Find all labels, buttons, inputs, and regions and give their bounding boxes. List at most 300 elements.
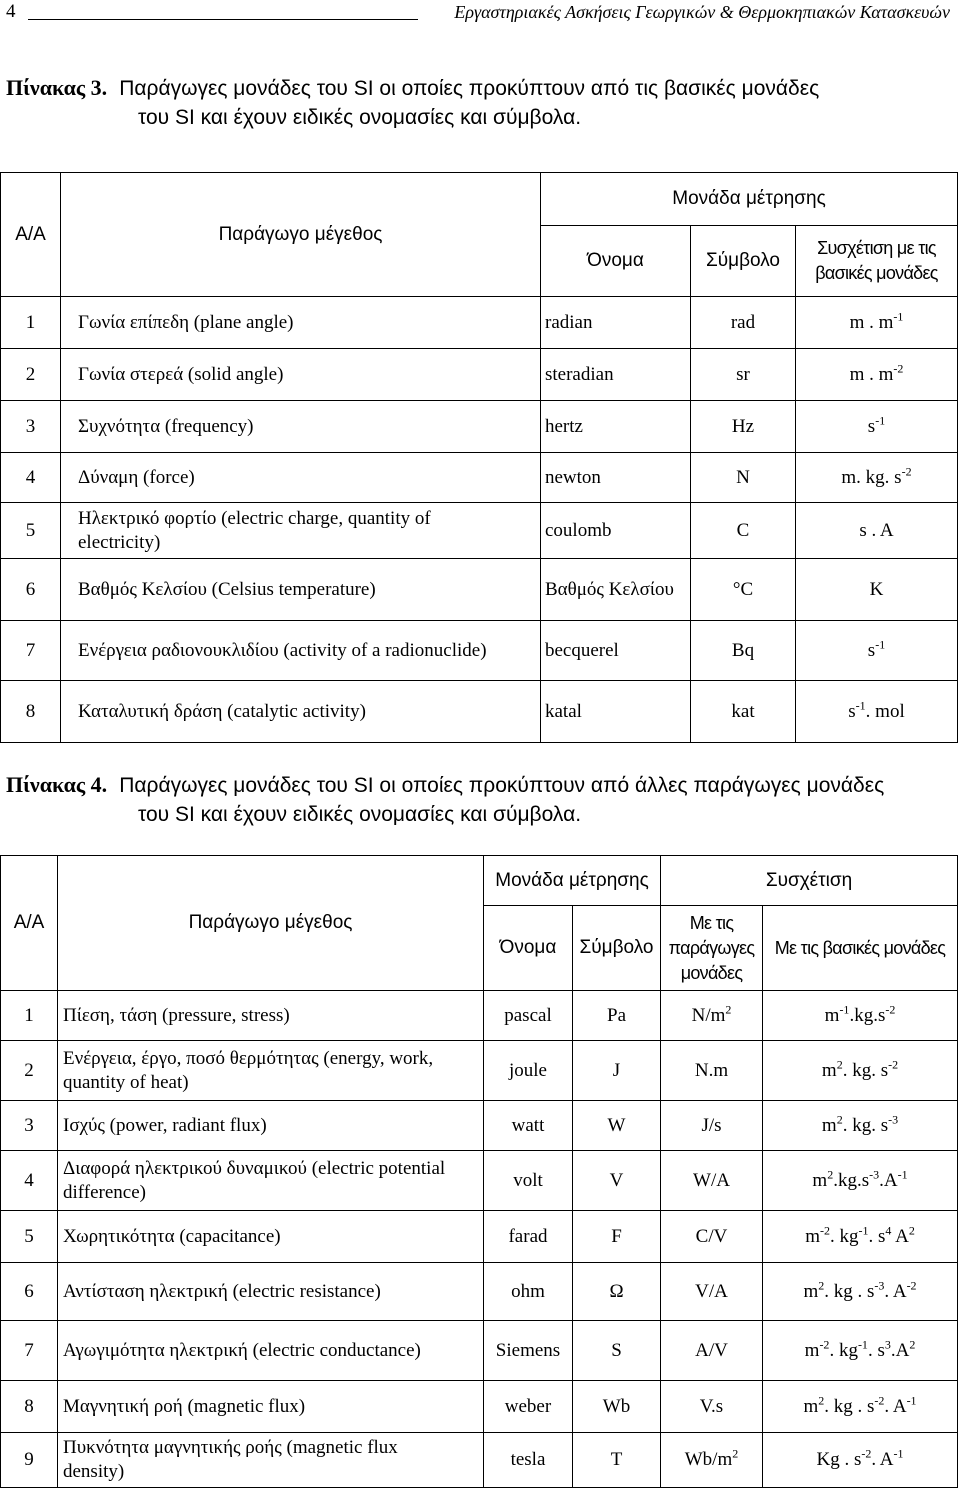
row-number-cell-text: 1 [24,1004,34,1026]
unit-symbol-cell [691,681,796,743]
unit-symbol-cell [691,297,796,349]
derived-units-cell-value [701,1114,721,1138]
row-number-cell [1,1211,58,1263]
unit-text: m [804,1339,820,1361]
unit-name-cell-text: weber [504,1395,552,1417]
header-unit-symbol [691,226,796,297]
base-units-cell-value [848,700,904,724]
header-derived-units-line: μονάδες [680,962,743,983]
unit-exponent: -1 [858,1223,869,1238]
unit-symbol-cell-text: Bq [731,639,755,661]
unit-text: . A [871,1449,894,1470]
header-base-units-line: βασικές μονάδες [815,263,938,283]
row-number-cell-text: 4 [25,466,36,488]
unit-name-cell-text: pascal [504,1004,552,1026]
unit-symbol-cell-text: Pa [607,1004,626,1026]
base-units-cell-value [803,1395,916,1419]
base-units-cell-value [868,639,885,663]
header-unit-name [484,906,573,991]
table-4 [0,855,958,1488]
header-rule [28,19,418,20]
row-number-cell-text: 6 [24,1280,34,1302]
quantity-cell-line: Γωνία στερεά (solid angle) [78,363,284,385]
row-number-cell [1,681,61,743]
quantity-cell-lines [63,1004,290,1028]
unit-text: C/V [695,1225,728,1247]
unit-exponent: 2 [725,1002,732,1017]
quantity-cell-line: Καταλυτική δράση (catalytic activity) [78,700,366,722]
base-units-cell-value [805,1225,915,1249]
unit-name-cell-text: radian [545,311,593,333]
row-number-cell-text: 8 [25,700,36,722]
unit-exponent: -3 [888,1112,899,1127]
quantity-cell [61,503,541,559]
quantity-cell-lines [78,466,195,490]
quantity-cell-line: Συχνότητα (frequency) [78,415,254,437]
unit-symbol-cell-text: T [610,1449,623,1470]
quantity-cell-lines [63,1225,281,1249]
base-units-cell-value [803,1280,916,1304]
table-4-caption-text: Παράγωγες μονάδες του SI οι οποίες προκύπτουν από άλλες παράγωγες μονάδες [119,774,885,797]
derived-units-cell-value [692,1004,732,1028]
quantity-cell [58,1263,484,1321]
header-quantity-label: Παράγωγο μέγεθος [188,912,353,933]
base-units-cell [763,1211,958,1263]
row-number-cell [1,1101,58,1151]
header-unit-group-label: Μονάδα μέτρησης [495,869,649,891]
unit-text: m . m [849,311,894,333]
unit-text: . kg [829,1225,859,1247]
unit-exponent: -1 [855,698,866,713]
base-units-cell-value [859,519,893,543]
base-units-cell-value [825,1004,896,1028]
quantity-cell-lines [78,311,294,335]
unit-exponent: -2 [874,1393,885,1408]
header-aa-label: Α/Α [15,223,46,245]
row-number-cell [1,621,61,681]
base-units-cell-value [870,578,884,602]
row-number-cell [1,453,61,503]
base-units-cell-value [812,1169,907,1193]
unit-text: K [869,578,884,600]
base-units-cell [796,559,958,621]
header-base-units [796,226,958,297]
unit-name-cell-text: watt [511,1114,545,1136]
base-units-cell [763,991,958,1041]
table-3 [0,172,958,743]
unit-name-cell-text: coulomb [545,519,612,541]
row-number-cell [1,1263,58,1321]
header-unit-name-label: Όνομα [499,937,557,958]
unit-symbol-cell [573,1321,661,1381]
quantity-cell [61,559,541,621]
base-units-cell [763,1433,958,1488]
table-4-caption [6,770,884,801]
quantity-cell-line: Μαγνητική ροή (magnetic flux) [63,1395,306,1417]
base-units-cell [796,453,958,503]
quantity-cell-lines [63,1047,433,1095]
header-quantity [58,856,484,991]
derived-units-cell [661,1433,763,1488]
unit-symbol-cell [691,401,796,453]
row-number-cell [1,503,61,559]
unit-name-cell [541,559,691,621]
quantity-cell [61,681,541,743]
derived-units-cell [661,1381,763,1433]
unit-exponent: -1 [897,1167,908,1182]
header-derived-units-line: παράγωγες [668,937,755,958]
quantity-cell-line: Βαθμός Κελσίου (Celsius temperature) [78,578,376,600]
header-unit-group [541,173,958,226]
unit-name-cell-text: katal [545,700,582,722]
row-number-cell [1,1151,58,1211]
unit-text: s [848,700,856,722]
unit-symbol-cell-text: F [611,1225,622,1247]
unit-symbol-cell [573,1101,661,1151]
unit-symbol-cell-text: rad [730,311,756,333]
unit-name-cell-text: tesla [510,1449,546,1470]
quantity-cell-line: Αγωγιμότητα ηλεκτρική (electric conductance) [63,1339,421,1361]
quantity-cell-lines [63,1339,421,1363]
header-unit-symbol-label: Σύμβολο [579,937,654,958]
row-number-cell-text: 1 [25,311,36,333]
unit-exponent: -2 [819,1223,830,1238]
derived-units-cell-value [695,1059,728,1083]
running-title: Εργαστηριακές Ασκήσεις Γεωργικών & Θερμοκηπιακών Κατασκευών [454,2,950,22]
unit-exponent: -1 [875,637,886,652]
derived-units-cell [661,1211,763,1263]
unit-text: m [803,1395,819,1417]
unit-name-cell [484,991,573,1041]
unit-exponent: 2 [909,1337,916,1352]
base-units-cell [763,1151,958,1211]
unit-name-cell [484,1433,573,1488]
unit-name-cell [541,621,691,681]
unit-name-cell-text: newton [545,466,601,488]
unit-symbol-cell-text: sr [736,363,750,385]
quantity-cell-lines [63,1114,267,1138]
unit-symbol-cell [573,991,661,1041]
unit-text: m. kg. s [841,466,902,488]
base-units-cell-value [868,415,885,439]
row-number-cell [1,1041,58,1101]
unit-exponent: 4 [885,1223,892,1238]
unit-text: Wb/m [684,1449,733,1470]
unit-symbol-cell-text: °C [732,578,754,600]
quantity-cell-line: Δύναμη (force) [78,466,195,488]
quantity-cell [61,349,541,401]
unit-text: . s [868,1225,886,1247]
unit-name-cell [484,1263,573,1321]
row-number-cell-text: 5 [25,519,36,541]
unit-symbol-cell-text: C [736,519,750,541]
unit-text: m [821,1114,837,1136]
unit-text: N/m [691,1004,726,1026]
quantity-cell [58,1211,484,1263]
unit-exponent: 2 [827,1167,834,1182]
unit-name-cell-text: farad [508,1225,548,1247]
unit-name-cell [484,1211,573,1263]
unit-text: .kg.s [849,1004,886,1026]
derived-units-cell-value [695,1339,728,1363]
unit-name-cell-text: becquerel [545,639,619,661]
quantity-cell [61,297,541,349]
unit-symbol-cell [573,1211,661,1263]
base-units-cell [796,681,958,743]
unit-name-cell [541,503,691,559]
unit-text: . A [884,1280,907,1302]
derived-units-cell-value [700,1395,723,1419]
unit-exponent: 2 [908,1223,915,1238]
base-units-cell-value [816,1448,903,1472]
row-number-cell-text: 5 [24,1225,34,1247]
row-number-cell-text: 7 [25,639,36,661]
row-number-cell [1,1321,58,1381]
unit-name-cell-text: volt [513,1169,543,1191]
derived-units-cell-value [693,1169,730,1193]
unit-exponent: 2 [836,1057,843,1072]
derived-units-cell [661,1263,763,1321]
row-number-cell [1,349,61,401]
unit-symbol-cell [691,503,796,559]
quantity-cell [61,621,541,681]
unit-text: s [867,415,876,437]
base-units-cell-value [850,363,904,387]
unit-text: . kg . s [824,1280,875,1302]
row-number-cell-text: 3 [25,415,36,437]
row-number-cell-text: 7 [24,1339,34,1361]
unit-symbol-cell [691,559,796,621]
header-unit-symbol-label: Σύμβολο [706,250,780,271]
unit-name-cell [484,1151,573,1211]
unit-exponent: -3 [869,1167,880,1182]
unit-text: A/V [695,1339,728,1361]
header-base-units-label: Με τις βασικές μονάδες [774,937,946,958]
quantity-cell-line: Χωρητικότητα (capacitance) [63,1225,281,1247]
unit-symbol-cell-text: S [611,1339,622,1361]
unit-name-cell-text: Βαθμός Κελσίου [545,578,674,600]
unit-symbol-cell [573,1151,661,1211]
unit-name-cell [541,297,691,349]
unit-name-cell-text: ohm [511,1280,545,1302]
unit-exponent: 2 [818,1278,825,1293]
unit-text: m [812,1169,828,1191]
unit-exponent: -2 [819,1337,830,1352]
quantity-cell-line: quantity of heat) [63,1071,189,1093]
unit-name-cell-text: hertz [545,415,583,437]
unit-name-cell [484,1101,573,1151]
quantity-cell-lines [63,1436,398,1484]
unit-exponent: 2 [732,1446,739,1461]
unit-text: . A [884,1395,907,1417]
quantity-cell-lines [78,415,254,439]
header-unit-name [541,226,691,297]
quantity-cell-line: Αντίσταση ηλεκτρική (electric resistance) [63,1280,381,1302]
row-number-cell-text: 9 [24,1449,34,1470]
row-number-cell [1,297,61,349]
unit-text: V/A [695,1280,728,1302]
unit-text: V.s [699,1395,724,1417]
unit-text: Kg . s [816,1449,862,1470]
quantity-cell-line: Ισχύς (power, radiant flux) [63,1114,267,1136]
quantity-cell-line: Ενέργεια ραδιονουκλιδίου (activity of a radionuclide) [78,639,487,661]
row-number-cell [1,401,61,453]
unit-name-cell [484,1381,573,1433]
quantity-cell-line: Πυκνότητα μαγνητικής ροής (magnetic flux [63,1437,398,1458]
unit-exponent: -1 [893,1446,904,1461]
quantity-cell-line: electricity) [78,531,161,553]
derived-units-cell [661,1321,763,1381]
table-4-caption-label: Πίνακας 4. [6,772,108,797]
derived-units-cell-value [695,1280,728,1304]
unit-text: m [805,1225,820,1247]
unit-exponent: 2 [818,1393,825,1408]
unit-exponent: -2 [901,464,912,479]
table-3-caption-text: Παράγωγες μονάδες του SI οι οποίες προκύπτουν από τις βασικές μονάδες [119,77,820,100]
unit-symbol-cell [573,1433,661,1488]
unit-exponent: -1 [893,309,904,324]
header-base-units [763,906,958,991]
unit-text: N.m [694,1059,729,1081]
quantity-cell-line: Ενέργεια, έργο, ποσό θερμότητας (energy, work, [63,1047,434,1069]
base-units-cell [796,621,958,681]
unit-name-cell [541,349,691,401]
quantity-cell [58,1381,484,1433]
unit-text: m [821,1059,837,1081]
row-number-cell [1,991,58,1041]
unit-name-cell [541,453,691,503]
header-aa [1,856,58,991]
row-number-cell-text: 2 [25,363,36,385]
unit-symbol-cell [691,453,796,503]
unit-text: J/s [701,1114,722,1136]
header-quantity-label: Παράγωγο μέγεθος [218,223,383,245]
unit-text: . mol [865,700,905,722]
row-number-cell [1,1381,58,1433]
base-units-cell-value [850,311,904,335]
base-units-cell [763,1321,958,1381]
quantity-cell-lines [63,1280,381,1304]
header-aa [1,173,61,297]
unit-name-cell-text: steradian [545,363,614,385]
row-number-cell [1,559,61,621]
quantity-cell [61,401,541,453]
header-quantity [61,173,541,297]
unit-text: . kg [829,1339,858,1361]
unit-text: m [824,1004,840,1026]
header-unit-symbol [573,906,661,991]
unit-text: . s [867,1339,885,1361]
derived-units-cell-value [696,1225,728,1249]
row-number-cell-text: 4 [24,1169,34,1191]
quantity-cell-lines [78,507,431,555]
derived-units-cell-value [685,1448,739,1472]
row-number-cell [1,1433,58,1488]
row-number-cell-text: 3 [24,1114,34,1136]
base-units-cell [763,1381,958,1433]
header-base-units-line: Συσχέτιση με τις [817,238,936,258]
base-units-cell [796,297,958,349]
unit-text: m [803,1280,819,1302]
unit-exponent: -3 [874,1278,885,1293]
header-unit-name-label: Όνομα [587,250,644,271]
unit-text: .kg.s [833,1169,870,1191]
quantity-cell-lines [78,700,366,724]
derived-units-cell [661,1041,763,1101]
quantity-cell-lines [63,1157,445,1205]
row-number-cell-text: 6 [25,578,36,600]
unit-exponent: -2 [885,1002,896,1017]
unit-exponent: -1 [857,1337,868,1352]
unit-symbol-cell [573,1041,661,1101]
base-units-cell [763,1101,958,1151]
derived-units-cell [661,991,763,1041]
unit-exponent: -2 [861,1446,872,1461]
base-units-cell-value [822,1059,898,1083]
unit-exponent: -2 [893,361,904,376]
table-4-caption-continued: του SI και έχουν ειδικές ονομασίες και σύμβολα. [138,803,582,826]
unit-symbol-cell [691,349,796,401]
table-3-caption-continued: του SI και έχουν ειδικές ονομασίες και σύμβολα. [138,106,582,129]
unit-exponent: 3 [884,1337,891,1352]
header-aa-label: Α/Α [13,912,45,933]
unit-text: s [867,639,876,661]
header-relation-group-label: Συσχέτιση [765,869,853,891]
unit-text: s . A [859,519,894,541]
unit-text: . kg . s [824,1395,875,1417]
unit-text: W/A [693,1169,730,1191]
quantity-cell-lines [78,639,487,663]
unit-text: .A [890,1339,910,1361]
unit-symbol-cell-text: kat [731,700,755,722]
unit-exponent: -2 [888,1057,899,1072]
page-number: 4 [6,1,16,22]
header-relation-group [661,856,958,906]
quantity-cell [58,1151,484,1211]
quantity-cell [58,1321,484,1381]
unit-symbol-cell-text: J [612,1059,621,1081]
unit-exponent: 2 [836,1112,843,1127]
table-3-caption [6,73,819,104]
quantity-cell-line: Ηλεκτρικό φορτίο (electric charge, quantity of [78,507,431,529]
quantity-cell [58,1041,484,1101]
unit-exponent: -2 [906,1278,917,1293]
unit-symbol-cell-text: Wb [602,1395,631,1417]
unit-symbol-cell-text: Ω [609,1280,624,1302]
quantity-cell-line: Διαφορά ηλεκτρικού δυναμικού (electric potential [63,1157,446,1179]
unit-text: .A [879,1169,898,1191]
base-units-cell [796,503,958,559]
unit-exponent: -1 [875,413,886,428]
unit-name-cell-text: joule [509,1059,547,1081]
unit-symbol-cell-text: N [736,466,750,488]
unit-exponent: -1 [906,1393,917,1408]
unit-name-cell [541,681,691,743]
unit-text: m . m [849,363,894,385]
quantity-cell [61,453,541,503]
table-3-caption-label: Πίνακας 3. [6,75,108,100]
unit-name-cell-text: Siemens [495,1339,561,1361]
base-units-cell [763,1263,958,1321]
quantity-cell-line: density) [63,1461,125,1482]
unit-symbol-cell-text: Hz [731,415,755,437]
header-derived-units [661,906,763,991]
unit-name-cell [484,1321,573,1381]
quantity-cell-lines [78,363,283,387]
quantity-cell-line: Πίεση, τάση (pressure, stress) [63,1004,290,1026]
quantity-cell-line: difference) [63,1181,146,1203]
base-units-cell-value [822,1114,898,1138]
